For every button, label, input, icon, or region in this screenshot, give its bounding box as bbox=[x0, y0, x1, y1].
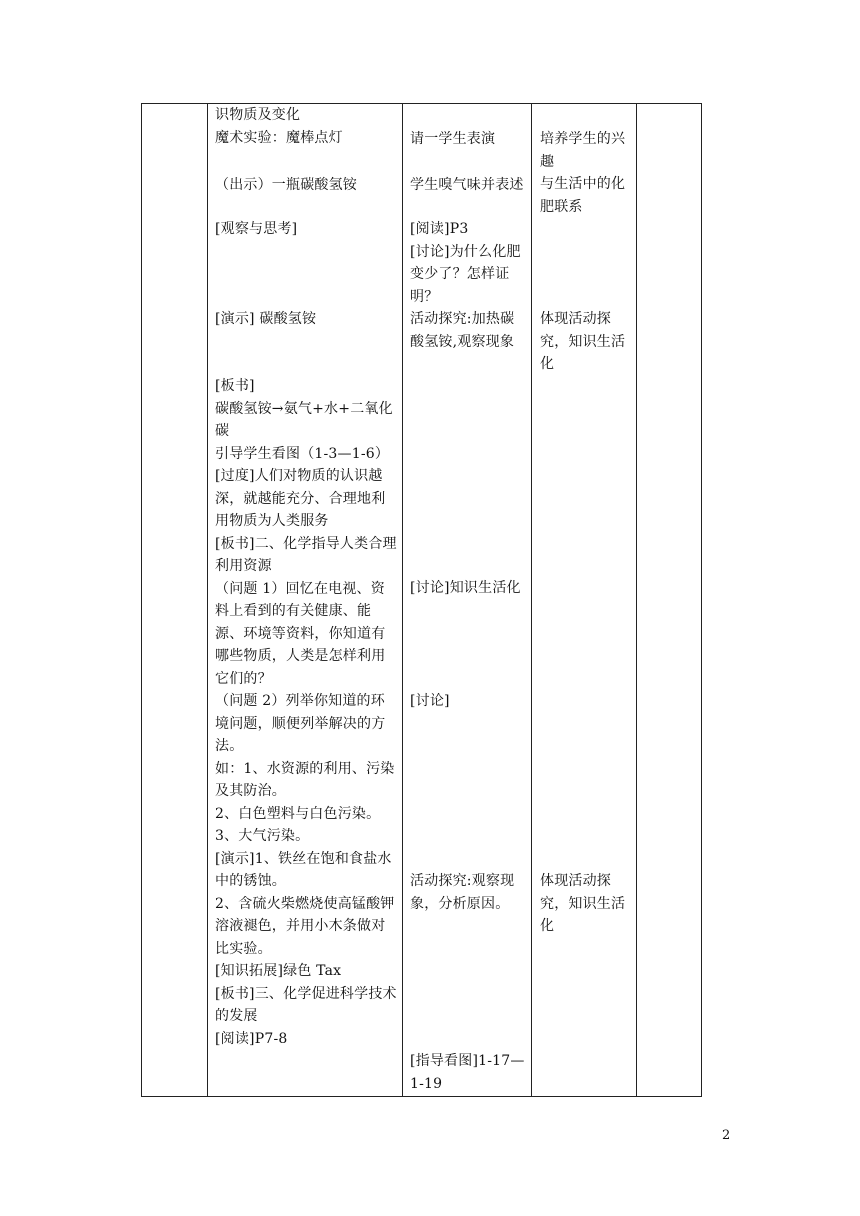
table-cell-text: 体现活动探究，知识生活化 bbox=[540, 311, 626, 372]
table-cell-text: （出示）一瓶碳酸氢铵 bbox=[215, 177, 357, 193]
table-cell-text: 学生嗅气味并表述 bbox=[410, 177, 524, 193]
table-divider bbox=[207, 103, 208, 1097]
table-cell-text: [讨论] bbox=[410, 693, 450, 709]
table-cell-text: [板书] 碳酸氢铵→氨气+水+二氧化碳 引导学生看图（1-3—1-6） [过度]人们对物质的认识越深，就越能充分、合理地利用物质为人类服务 [板书]二、化学指导人类合理利用资源 （问题 1）回忆在电视、资料上看到的有关健康、能源、环境等资料，你知道有哪些物质，人类是怎样利用它们的？ （问题 2）列举你知道的环境问题，顺便列举解决的方法。 如：1、水资源的利用、污染及其防治。 2、白色塑料与白色污染。 3、大气污染。 [演示]1、铁丝在饱和食盐水中的锈蚀。 2、含硫火柴燃烧使高锰酸钾溶液褪色，并用小木条做对比实验。 [知识拓展]绿色 Tax [板书]三、化学促进科学技术的发展 [阅读]P7-8 bbox=[215, 378, 397, 1047]
table-cell-text: [讨论]知识生活化 bbox=[410, 580, 521, 596]
table-cell-text: 活动探究:观察现象，分析原因。 bbox=[410, 873, 515, 912]
table-cell-text: 识物质及变化 魔术实验：魔棒点灯 bbox=[215, 107, 343, 146]
table-cell-text: 请一学生表演 bbox=[410, 131, 496, 147]
table-divider bbox=[402, 103, 403, 1097]
table-cell-text: [指导看图]1-17—1-19 bbox=[410, 1053, 525, 1092]
table-cell-text: [阅读]P3 [讨论]为什么化肥变少了？怎样证明？ bbox=[410, 221, 521, 305]
table-divider bbox=[531, 103, 532, 1097]
page-number: 2 bbox=[722, 1128, 731, 1143]
table-cell-text: 培养学生的兴趣 与生活中的化肥联系 bbox=[540, 131, 626, 215]
table-divider bbox=[636, 103, 637, 1097]
table-cell-text: [演示] 碳酸氢铵 bbox=[215, 311, 317, 327]
table-cell-text: 体现活动探究，知识生活化 bbox=[540, 873, 626, 934]
table-cell-text: [观察与思考] bbox=[215, 221, 298, 237]
table-cell-text: 活动探究:加热碳酸氢铵,观察现象 bbox=[410, 311, 515, 350]
